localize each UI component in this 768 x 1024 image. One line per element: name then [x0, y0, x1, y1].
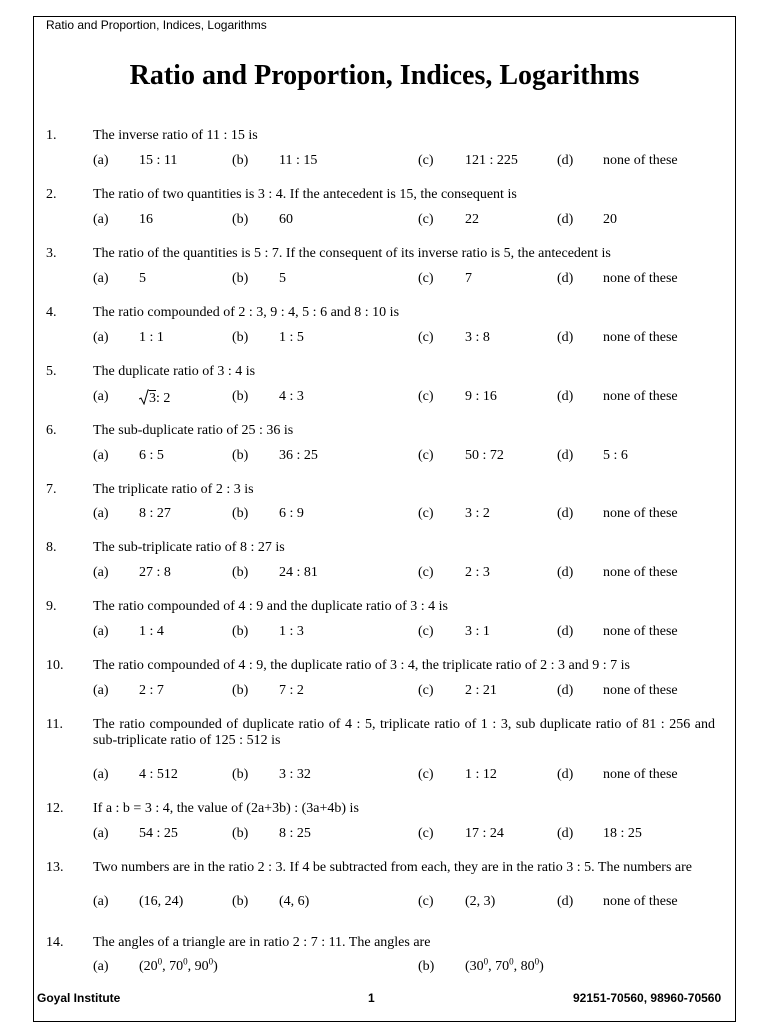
option-label: (d) [557, 448, 574, 463]
option-value: 18 : 25 [603, 826, 642, 841]
question-text: The inverse ratio of 11 : 15 is [93, 128, 258, 143]
question-text: The ratio of two quantities is 3 : 4. If the antecedent is 15, the consequent is [93, 187, 517, 202]
option-label: (c) [418, 565, 434, 580]
option-label: (a) [93, 767, 109, 782]
question-text: The angles of a triangle are in ratio 2 : 7 : 11. The angles are [93, 935, 431, 950]
option-label: (c) [418, 826, 434, 841]
option-label: (a) [93, 565, 109, 580]
option-label: (a) [93, 959, 109, 974]
option-label: (d) [557, 506, 574, 521]
option-label: (d) [557, 271, 574, 286]
footer-phone-numbers: 92151-70560, 98960-70560 [573, 991, 722, 1005]
option-value: none of these [603, 271, 678, 286]
option-value: 17 : 24 [465, 826, 504, 841]
option-label: (a) [93, 448, 109, 463]
option-value: 3 : 1 [465, 624, 490, 639]
option-label: (d) [557, 683, 574, 698]
option-value: 3 : 2 [465, 506, 490, 521]
option-label: (a) [93, 624, 109, 639]
option-label: (d) [557, 894, 574, 909]
option-value: 8 : 25 [279, 826, 311, 841]
option-label: (c) [418, 389, 434, 404]
option-label: (a) [93, 330, 109, 345]
option-label: (a) [93, 506, 109, 521]
option-value: none of these [603, 153, 678, 168]
question-text: The sub-triplicate ratio of 8 : 27 is [93, 540, 285, 555]
option-value: 7 [465, 271, 472, 286]
question-text: If a : b = 3 : 4, the value of (2a+3b) : (3a+4b) is [93, 801, 359, 816]
option-label: (a) [93, 683, 109, 698]
option-value: 15 : 11 [139, 153, 178, 168]
option-label: (d) [557, 565, 574, 580]
option-value: 1 : 12 [465, 767, 497, 782]
option-label: (b) [232, 624, 249, 639]
footer-page-number: 1 [368, 991, 375, 1005]
option-label: (d) [557, 389, 574, 404]
option-value: none of these [603, 894, 678, 909]
option-label: (d) [557, 153, 574, 168]
option-value: 27 : 8 [139, 565, 171, 580]
question-text: The ratio compounded of 4 : 9, the duplicate ratio of 3 : 4, the triplicate ratio of 2 : 3 and 9 : 7 is [93, 658, 630, 673]
option-label: (c) [418, 330, 434, 345]
option-label: (a) [93, 153, 109, 168]
option-label: (c) [418, 894, 434, 909]
option-label: (a) [93, 271, 109, 286]
option-label: (c) [418, 153, 434, 168]
question-number: 2. [46, 187, 57, 202]
option-value: (2, 3) [465, 894, 496, 909]
option-value: 2 : 7 [139, 683, 164, 698]
option-value: 1 : 3 [279, 624, 304, 639]
question-text: The ratio compounded of duplicate ratio of 4 : 5, triplicate ratio of 1 : 3, sub duplicate ratio of 81 : 256 and sub-triplicate ratio of 125 : 512 is [93, 717, 715, 748]
option-label: (b) [232, 389, 249, 404]
option-value: none of these [603, 330, 678, 345]
question-number: 1. [46, 128, 57, 143]
question-number: 7. [46, 482, 57, 497]
question-number: 6. [46, 423, 57, 438]
question-text: Two numbers are in the ratio 2 : 3. If 4 be subtracted from each, they are in the ratio 3 : 5. The numbers are [93, 860, 692, 875]
option-label: (b) [418, 959, 435, 974]
option-label: (a) [93, 212, 109, 227]
option-value: 121 : 225 [465, 153, 518, 168]
option-label: (b) [232, 506, 249, 521]
option-value: 6 : 9 [279, 506, 304, 521]
option-label: (b) [232, 448, 249, 463]
option-label: (c) [418, 506, 434, 521]
option-value: 36 : 25 [279, 448, 318, 463]
question-text: The ratio compounded of 4 : 9 and the duplicate ratio of 3 : 4 is [93, 599, 448, 614]
option-value: 60 [279, 212, 293, 227]
square-root-icon [139, 391, 149, 406]
question-text: The ratio compounded of 2 : 3, 9 : 4, 5 : 6 and 8 : 10 is [93, 305, 400, 320]
option-value: 20 [603, 212, 617, 227]
question-text: The triplicate ratio of 2 : 3 is [93, 482, 254, 497]
option-value: 4 : 3 [279, 389, 304, 404]
option-label: (b) [232, 212, 249, 227]
option-label: (d) [557, 826, 574, 841]
option-value: none of these [603, 624, 678, 639]
option-label: (b) [232, 330, 249, 345]
option-label: (a) [93, 389, 109, 404]
question-number: 12. [46, 801, 64, 816]
question-number: 3. [46, 246, 57, 261]
option-label: (b) [232, 894, 249, 909]
question-number: 8. [46, 540, 57, 555]
option-value: 6 : 5 [139, 448, 164, 463]
option-value: 24 : 81 [279, 565, 318, 580]
option-label: (b) [232, 767, 249, 782]
option-value: 1 : 5 [279, 330, 304, 345]
option-label: (c) [418, 683, 434, 698]
footer-institute: Goyal Institute [37, 991, 121, 1005]
option-value: 5 [279, 271, 286, 286]
option-value: 7 : 2 [279, 683, 304, 698]
option-value: 3 : 32 [279, 767, 311, 782]
option-value: (16, 24) [139, 894, 184, 909]
option-label: (d) [557, 767, 574, 782]
option-label: (c) [418, 624, 434, 639]
option-value: 5 : 6 [603, 448, 628, 463]
option-label: (c) [418, 271, 434, 286]
option-label: (a) [93, 894, 109, 909]
option-label: (b) [232, 565, 249, 580]
question-text: The duplicate ratio of 3 : 4 is [93, 364, 256, 379]
option-label: (c) [418, 448, 434, 463]
option-value: 2 : 21 [465, 683, 497, 698]
option-label: (b) [232, 153, 249, 168]
page-title: Ratio and Proportion, Indices, Logarithms [129, 60, 640, 91]
option-value: 50 : 72 [465, 448, 504, 463]
option-value: 3: 2 [139, 389, 170, 407]
option-label: (c) [418, 767, 434, 782]
option-value: 54 : 25 [139, 826, 178, 841]
question-number: 5. [46, 364, 57, 379]
question-number: 14. [46, 935, 64, 950]
option-value: 1 : 1 [139, 330, 164, 345]
option-value: 9 : 16 [465, 389, 497, 404]
question-number: 10. [46, 658, 64, 673]
option-label: (d) [557, 212, 574, 227]
option-value: ($20^0$, $70^0$, $90^0$) [139, 956, 218, 974]
option-value: 4 : 512 [139, 767, 178, 782]
option-value: 5 [139, 271, 146, 286]
question-number: 11. [46, 717, 63, 732]
option-value: 1 : 4 [139, 624, 164, 639]
question-number: 13. [46, 860, 64, 875]
option-value: none of these [603, 683, 678, 698]
question-text: The ratio of the quantities is 5 : 7. If the consequent of its inverse ratio is 5, the antecedent is [93, 246, 611, 261]
option-value: (4, 6) [279, 894, 310, 909]
option-label: (d) [557, 330, 574, 345]
question-text: The sub-duplicate ratio of 25 : 36 is [93, 423, 294, 438]
option-label: (c) [418, 212, 434, 227]
option-label: (b) [232, 683, 249, 698]
option-value: 2 : 3 [465, 565, 490, 580]
option-value: 11 : 15 [279, 153, 318, 168]
running-head: Ratio and Proportion, Indices, Logarithms [46, 18, 267, 32]
option-value: none of these [603, 767, 678, 782]
option-value: 16 [139, 212, 153, 227]
option-label: (d) [557, 624, 574, 639]
option-label: (b) [232, 826, 249, 841]
option-value: none of these [603, 389, 678, 404]
option-value: ($30^0$, $70^0$, $80^0$) [465, 956, 544, 974]
option-value: 22 [465, 212, 479, 227]
option-value: 8 : 27 [139, 506, 171, 521]
option-value: none of these [603, 565, 678, 580]
option-label: (b) [232, 271, 249, 286]
option-value: none of these [603, 506, 678, 521]
option-label: (a) [93, 826, 109, 841]
question-number: 4. [46, 305, 57, 320]
question-number: 9. [46, 599, 57, 614]
option-value: 3 : 8 [465, 330, 490, 345]
